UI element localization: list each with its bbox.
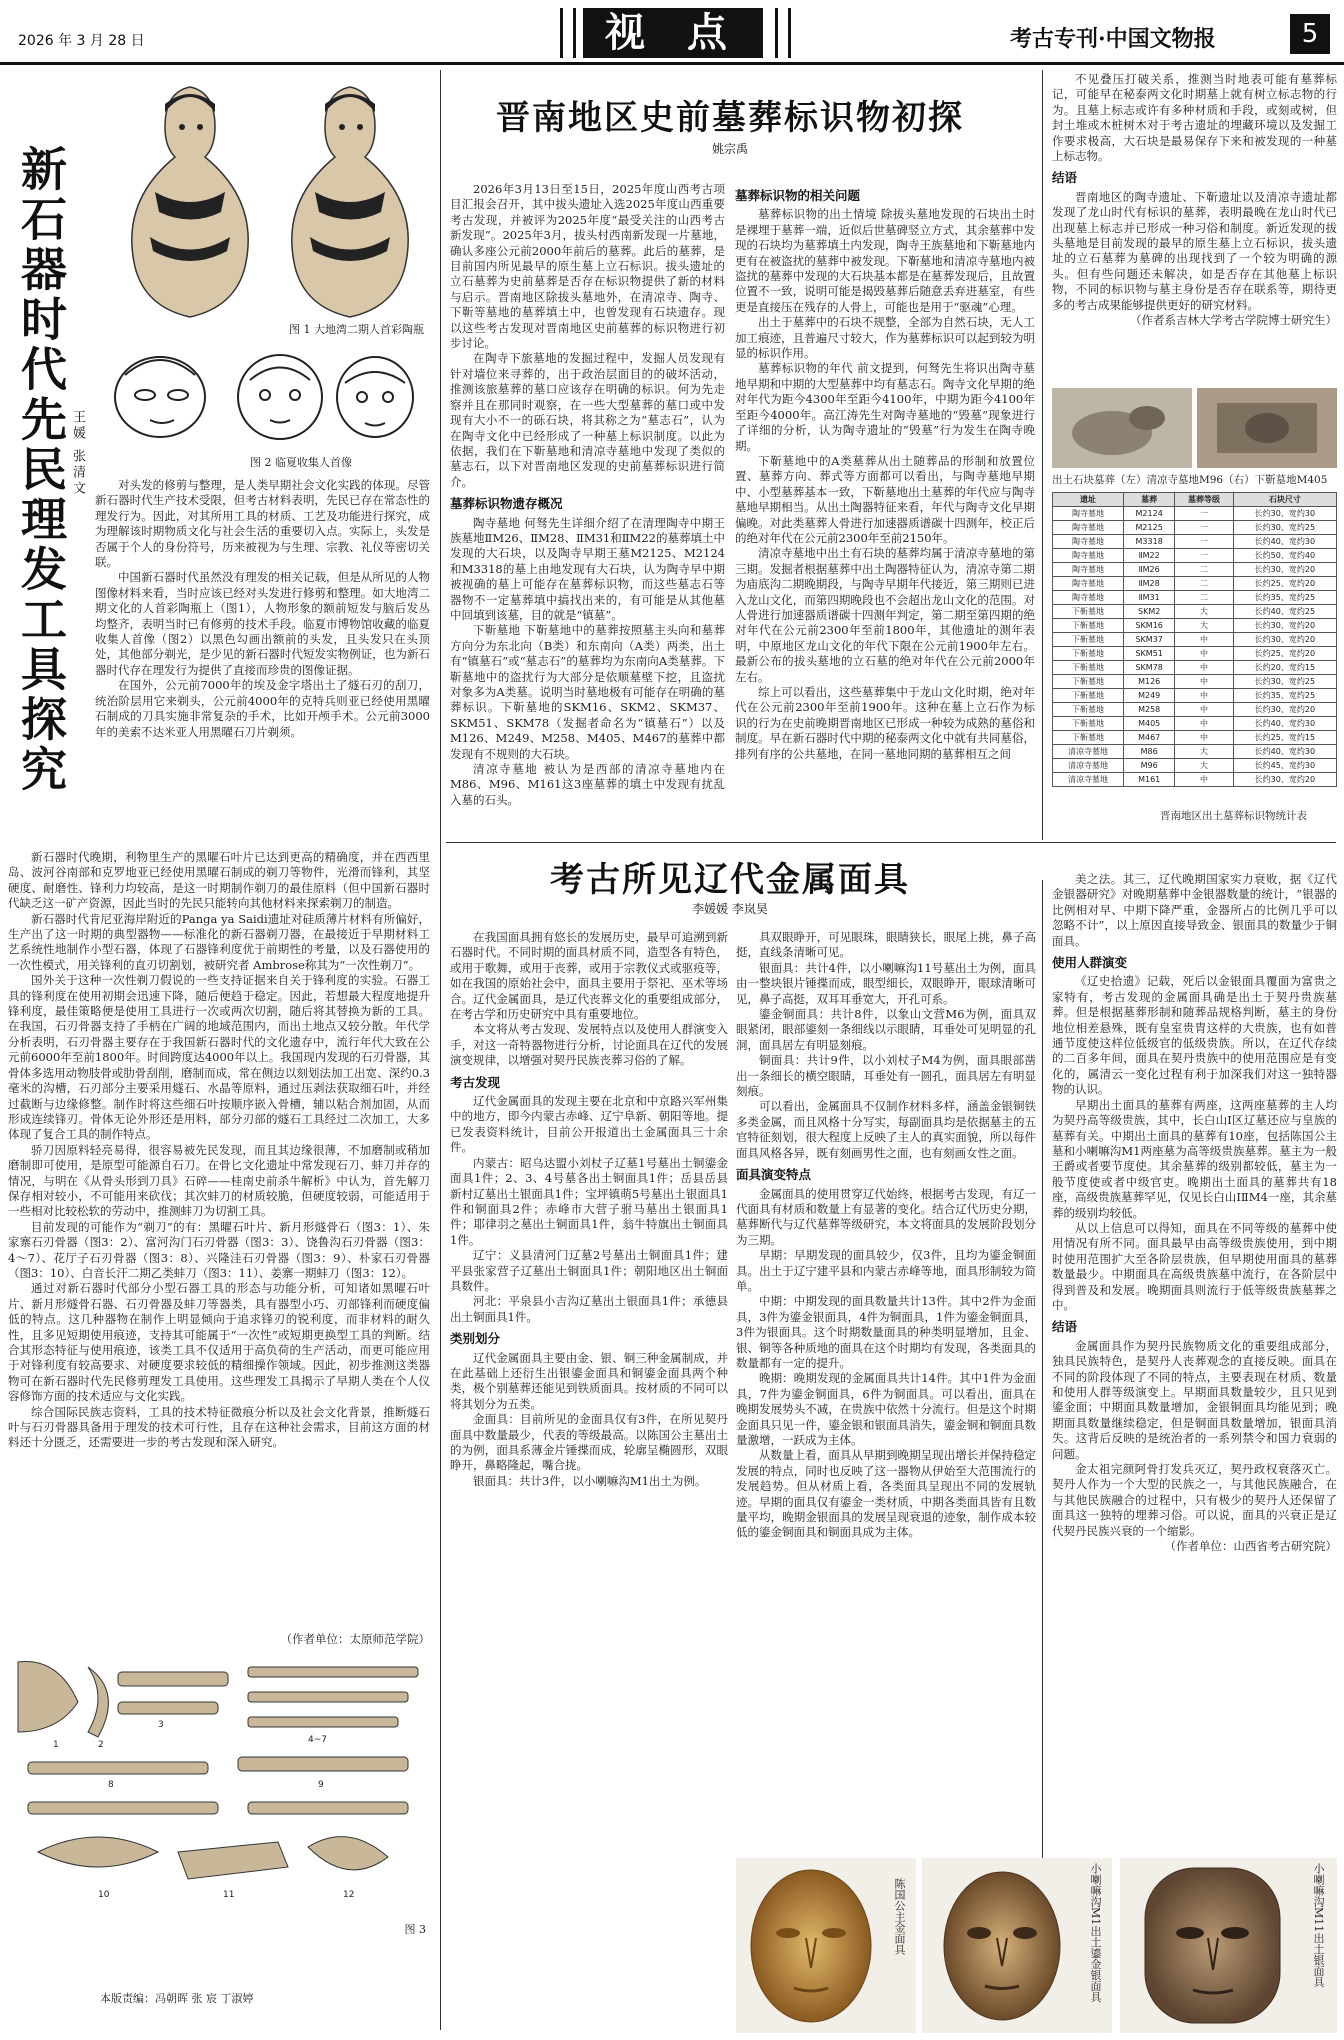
table-cell: 中 [1175, 633, 1233, 647]
paragraph: 辽代金属面具主要由金、银、铜三种金属制成，并在此基础上还衍生出银鎏金面具和铜鎏金面具两个种类，极个别墓葬还能见到铁质面具。按材质的不同可以将其划分为五类。 [450, 1350, 728, 1411]
table-cell: 陶寺墓地 [1053, 549, 1124, 563]
paragraph: 出土于墓葬中的石块不规整，全部为自然石块，无人工加工痕迹，且普遍尺寸较大，作为墓葬标识可以起到较为明显的标识作用。 [735, 315, 1035, 361]
paragraph: 清凉寺墓地中出土有石块的墓葬均属于清凉寺墓地的第三期。发掘者根据墓葬中出土陶器特征认为，清凉寺第二期为庙底沟二期晚期段，与陶寺早期年代接近，第三期则已进入龙山文化，而第四期晚段也不会超出龙山文化的范围。对人骨进行加速器质谱碳十四测年判定，第二期至第四期的绝对年代在公元前2300年至前1800年，其他遗址的测年表明，中原地区龙山文化的年代下限在公元前1900年左右。最新公布的拔头墓地的立石墓的绝对年代在公元前2000年左右。 [735, 546, 1035, 684]
table-row [1053, 563, 1337, 577]
table-cell: 中 [1175, 647, 1233, 661]
svg-text:3: 3 [158, 1720, 164, 1730]
table-cell: 清凉寺墓地 [1053, 745, 1124, 759]
table-cell: M405 [1124, 717, 1175, 731]
table-row [1053, 759, 1337, 773]
table-cell: 中 [1175, 731, 1233, 745]
table-cell: M86 [1124, 745, 1175, 759]
figure-2-caption: 图 2 临夏收集人首像 [250, 456, 352, 469]
table-cell: 二 [1175, 577, 1233, 591]
table-cell: 长约40、宽约30 [1233, 745, 1336, 759]
table-header: 遗址 [1053, 493, 1124, 507]
section-ornament-right [775, 8, 791, 58]
table-cell: ⅡM22 [1124, 549, 1175, 563]
table-cell: ⅡM31 [1124, 591, 1175, 605]
paragraph: 清凉寺墓地 被认为是西部的清凉寺墓地内在M86、M96、M161这3座墓葬的填土中发现有扰乱入墓的石头。 [450, 762, 725, 807]
paragraph: 铜面具：共计9件，以小刘杖子M4为例，面具眼部凿出一条细长的横空眼睛，耳垂处有一圆孔，面具居左有明显刻痕。 [736, 1053, 1036, 1099]
table-cell: 长约25、宽约20 [1233, 647, 1336, 661]
table-row [1053, 675, 1337, 689]
table-row [1053, 535, 1337, 549]
table-cell: SKM78 [1124, 661, 1175, 675]
article1-title: 新石器时代先民理发工具探究 [14, 145, 68, 795]
table-cell: 长约30、宽约25 [1233, 675, 1336, 689]
svg-text:9: 9 [318, 1780, 324, 1790]
figure-3-caption: 图 3 [404, 1923, 426, 1936]
paragraph: 鎏金铜面具：共计8件，以象山文营M6为例，面具双眼紧闭，眼部鎏刻一条细线以示眼睛，耳垂处可见明显的孔洞，面具居左有明显刻痕。 [736, 1007, 1036, 1052]
table-cell: 大 [1175, 619, 1233, 633]
paragraph: 本文将从考古发现、发展特点以及使用人群演变入手，对这一奇特器物进行分析，讨论面具在辽代的发展演变规律，以增强对契丹民族丧葬习俗的了解。 [450, 1022, 728, 1068]
table-cell: M96 [1124, 759, 1175, 773]
article3-title: 考古所见辽代金属面具 [550, 860, 910, 900]
svg-text:10: 10 [98, 1890, 110, 1900]
table-cell: 清凉寺墓地 [1053, 759, 1124, 773]
table-cell: SKM37 [1124, 633, 1175, 647]
paragraph: 金属面具作为契丹民族物质文化的重要组成部分，独具民族特色，是契丹人丧葬观念的直接反映。面具在不同的阶段体现了不同的特点，主要表现在材质、数量和使用人群等级演变上。早期面具数量较少，且只见到鎏金面；中期面具数量增加，金银铜面具均能见到；晚期面具数量继续稳定，但是铜面具数量增加，银面具消失。这背后反映的是统治者的一系列禁令和国力衰弱的问题。 [1052, 1338, 1337, 1461]
paragraph: 从数量上看，面具从早期到晚期呈现出增长并保持稳定发展的特点，同时也反映了这一器物从伊始至大范围流行的发展趋势。但从材质上看，各类面具呈现出不同的发展轨迹。早期的面具仅有鎏金一类材质，中期各类面具皆有且数量平均，晚期金银面具的发展呈现衰退的迹象，制作成本较低的鎏金铜面具和铜面具成为主体。 [736, 1448, 1036, 1540]
table-row [1053, 717, 1337, 731]
table-cell: M258 [1124, 703, 1175, 717]
paragraph: 《辽史拾遗》记载，死后以金银面具覆面为富贵之家特有，考古发现的金属面具确是出土于契丹贵族墓葬。但是根据墓葬形制和随葬品规格判断，墓主的身份地位相差悬殊，既有皇室贵胄这样的大贵族，也有如普通节度使这样位低级官的低级贵族。所以，在辽代存续的二百多年间，面具在契丹贵族中的使用范围应是有变化的，属清云一变化过程有利于加深我们对这一独特器物的认识。 [1052, 974, 1337, 1097]
table-cell: 中 [1175, 675, 1233, 689]
table-row [1053, 773, 1337, 787]
figure-3 [8, 1652, 430, 1937]
table-cell: M3318 [1124, 535, 1175, 549]
table-cell: 大 [1175, 745, 1233, 759]
article1-body-col1 [95, 478, 430, 846]
svg-text:11: 11 [223, 1890, 235, 1900]
paragraph: 辽代金属面具的发现主要在北京和中京路兴军州集中的地方，即今内蒙古赤峰、辽宁阜新、朝阳等地。提已发表资料统计，目前公开报道出土金属面具三十余件。 [450, 1094, 728, 1155]
paragraph: 下靳墓地 下靳墓地中的墓葬按照墓主头向和墓葬方向分为东北向（B类）和东南向（A类）两类，出土有“镇墓石”或“墓志石”的墓葬均为东南向A类墓葬。下靳墓地中的盗扰行为大部分是依顺墓壁下挖，且盗扰对象多为A类墓。说明当时墓地极有可能存在明确的墓葬标识。下靳墓地的SKM16、SKM2、SKM37、SKM51、SKM78（发掘者命名为“镇墓石”）以及M126、M249、M258、M405、M467的墓葬中都发现有不规则的大石块。 [450, 623, 725, 761]
table-cell: 中 [1175, 717, 1233, 731]
figure-2 [100, 345, 430, 470]
table-caption: 晋南地区出土墓葬标识物统计表 [1160, 810, 1307, 822]
table-cell: 陶寺墓地 [1053, 563, 1124, 577]
table-cell: 长约30、宽约20 [1233, 563, 1336, 577]
paragraph: 早期出土面具的墓葬有两座，这两座墓葬的主人均为契丹高等级贵族，其中，长白山Ⅰ区辽墓还应与皇族的墓葬有关。中期出土面具的墓葬有10座，包括陈国公主墓和小喇嘛沟M1两座墓为高等级贵族墓葬。墓主为一般王爵或者要节度使。其余墓葬的级别都较低，墓主为一般节度使或者中级官吏。晚期出土面具的墓葬共有18座，高级贵族墓葬罕见，仅见长白山ⅠⅡM4一座，其余墓葬的级别均较低。 [1052, 1097, 1337, 1220]
paragraph: 中期：中期发现的面具数量共计13件。其中2件为金面具，3件为鎏金银面具，4件为铜面具，1件为鎏金铜面具，3件为银面具。这个时期数量面具的种类明显增加，且金、银、铜等各种质地的面具在这个时期均有发现，各类面具的数量都有一定的提升。 [736, 1294, 1036, 1370]
article2-col3 [1052, 72, 1337, 382]
paragraph: 通过对新石器时代部分小型石器工具的形态与功能分析，可知诸如黑曜石叶片、新月形燧骨石器、石刃骨器及蚌刀等器类，具有器型小巧、刃部锋利而硬度偏低的特点。这几种器物在制作上明显倾向于追求锋刃的锐利度，而非材料的耐久性，且多见短期使用痕迹，支持其可能属于“一次性”或短期更换型工具的判断。结合其形态特征与使用痕迹，该类工具不仅适用于高负荷的生产活动，而更可能应用于对锋利度有较高要求、对硬度要求较低的精细操作领域。因此，初步推测这类器物可在新石器时代先民修剪理发工具使用。这些理发工具揭示了早期人类在个人仪容修饰方面的技术适应与文化实践。 [8, 1281, 430, 1404]
svg-text:4~7: 4~7 [308, 1735, 327, 1745]
paragraph: 不见叠压打破关系，推测当时地表可能有墓葬标记，可能早在秘泰两文化时期墓上就有树立标志物的行为。且墓上标志或许有多种材质和手段，或刻或树，但封土堆或木桩树木对于考古遗址的埋藏环境以及发掘工作要求极高，大石块是最易保存下来和被发现的一种墓上标志物。 [1052, 72, 1337, 164]
newspaper-title: 考古专刊·中国文物报 [1010, 26, 1216, 52]
table-row [1053, 731, 1337, 745]
table-header: 石块尺寸 [1233, 493, 1336, 507]
paragraph: 墓葬标识物的年代 前文提到，何驽先生将识出陶寺墓地早期和中期的大型墓葬中均有墓志石。陶寺文化早期的绝对年代为距今4300年至距今4100年，中期为距今4100年至距今4000年。高江涛先生对陶寺墓地的“毁墓”现象进行了详细的分析，认为陶寺遗址的“毁墓”行为发生在陶寺晚期。 [735, 361, 1035, 453]
table-row [1053, 507, 1337, 521]
table-cell: 下靳墓地 [1053, 717, 1124, 731]
table-cell: 下靳墓地 [1053, 619, 1124, 633]
table-cell: 长约30、宽约20 [1233, 619, 1336, 633]
tomb-photo-right [1197, 388, 1337, 468]
table-cell: 陶寺墓地 [1053, 535, 1124, 549]
table-header: 墓葬等级 [1175, 493, 1233, 507]
article2-author: 姚宗禹 [711, 142, 748, 156]
article2-affiliation: （作者系吉林大学考古学院博士研究生） [1130, 313, 1337, 328]
table-cell: 下靳墓地 [1053, 675, 1124, 689]
paragraph: 银面具：共计4件，以小喇嘛沟11号墓出土为例，面具由一整块银片锤揲而成，眼型细长，双眼睁开，眼球清晰可见，鼻子高挺，双耳耳垂宽大，开孔可系。 [736, 960, 1036, 1006]
section-heading: 结语 [1052, 170, 1078, 186]
mask-photo-2 [922, 1858, 1112, 2033]
table-row [1053, 591, 1337, 605]
table-cell: 中 [1175, 703, 1233, 717]
paragraph: 综上可以看出，这些墓葬集中于龙山文化时期，绝对年代在公元前2300年至前1900年。这种在墓上立石作为标识的行为在史前晚期晋南地区已形成一种较为成熟的墓俗和制度。早在新石器时代中期的秘泰两文化中就有共同墓俗，排列有序的公共墓地，在同一墓地同期的墓葬相互之间 [735, 685, 1035, 761]
table-cell: 中 [1175, 689, 1233, 703]
paragraph: 辽宁：义县清河门辽墓2号墓出土铜面具1件；建平县张家营子辽墓出土铜面具1件；朝阳地区出土铜面具数件。 [450, 1248, 728, 1293]
table-cell: 下靳墓地 [1053, 633, 1124, 647]
tomb-photo-caption: 出土石块墓葬（左）清凉寺墓地M96（右）下靳墓地M405 [1052, 474, 1328, 486]
paragraph: 美之法。其三，辽代晚期国家实力衰败，据《辽代金银器研究》对晚期墓葬中金银器数量的统计，“银器的比例相对早、中期下降严重，金器所占的比例几乎可以忽略不计”，以上原因直接导致金、银面具的数量少于铜面具。 [1052, 872, 1337, 948]
tomb-photo-left [1052, 388, 1192, 468]
section-heading: 面具演变特点 [736, 1167, 812, 1183]
article2-col1 [450, 182, 725, 837]
paragraph: 2026年3月13日至15日，2025年度山西考古项目汇报会召开，其中拔头遗址入选2025年度山西重要考古发现，并被评为2025年度“最受关注的山西考古新发现”。2025年3月，拔头村西南新发现一片墓地，确认多座公元前2000年前后的墓葬。此后的墓葬，是目前国内所见最早的原生墓上立石标识。拔头遗址的立石墓葬为史前墓葬是否存在标识物提供了新的材料与启示。晋南地区除拔头墓地外，在清凉寺、陶寺、下靳等墓地的墓葬填土中，也曾发现有石块遗存。现以这些考古发现对晋南地区史前墓葬的标识物进行初步讨论。 [450, 182, 725, 351]
page-editors: 本版责编：冯朝晖 张 宸 丁淑婷 [100, 1992, 254, 2005]
svg-text:12: 12 [343, 1890, 355, 1900]
issue-date: 2026 年 3 月 28 日 [18, 33, 145, 49]
table-cell: 下靳墓地 [1053, 703, 1124, 717]
table-cell: M126 [1124, 675, 1175, 689]
paragraph: 河北：平泉县小吉沟辽墓出土银面具1件；承德县出土铜面具1件。 [450, 1294, 728, 1324]
tomb-marker-table [1052, 492, 1337, 802]
figure-1-caption: 图 1 大地湾二期人首彩陶瓶 [289, 323, 424, 336]
paragraph: 国外关于这种一次性剃刀假说的一些支持证据来自关于锋利度的实验。石器工具的锋利度在使用初期会迅速下降，随后便趋于稳定。因此，若想最大程度地提升锋利度，最佳策略便是使用工具进行一次或两次切割，随后将其替换为新的工具。在我国，石刃骨器支持了手柄在广阔的地域范围内，而出土地点又较分散。年代学分析表明，石刃骨器主要存在于我国新石器时代的文化遗存中，流行年代大致在公元前6000年至前1800年。时间跨度达4000年以上。我国现内发现的石刃骨器，其骨体多选用动物肢骨或肋骨刮削，磨制而成，常在侧边以刻划法加工出宽、深约0.3毫米的沟槽，石刃部分主要采用燧石、水晶等原料，通过压剥法获取细石叶，并经过截断与边缘修整。制作时将这些细石叶按顺序嵌入骨槽，辅以粘合剂加固，从而形成连续锋刃。骨体无论外形还是用料，部分刃部的燧石工具经过二次加工，大多体现了复合工具的制作特点。 [8, 973, 430, 1142]
table-cell: 中 [1175, 773, 1233, 787]
table-row [1053, 619, 1337, 633]
paragraph: 内蒙古：昭乌达盟小刘杖子辽墓1号墓出土铜鎏金面具1件；2、3、4号墓各出土铜面具1件；岳县岳县新村辽墓出土银面具1件；宝坪镇萌5号墓出土银面具1件和铜面具2件；赤峰市大营子驸马墓出土银面具1件；耶律羽之墓出土铜面具1件，翁牛特旗出土铜面具1件。 [450, 1155, 728, 1247]
article3-author: 李媛媛 李岚昊 [692, 902, 768, 916]
table-cell: 下靳墓地 [1053, 647, 1124, 661]
paragraph: 陶寺墓地 何驽先生详细介绍了在清理陶寺中期王族墓地ⅡM26、ⅡM28、ⅡM31和ⅡM22的墓葬填土中发现的大石块，以及陶寺早期王墓M2125、M2124和M3318的墓上由地发现有大石块，认为陶寺早中期被视确的墓上可能存在墓葬标识物，而这些墓志石等器物不一定墓葬填中搞找出来的，有可能是从其他墓中回填到该墓，目的就是“镇墓”。 [450, 515, 725, 622]
article3-col2 [736, 930, 1036, 1850]
table-cell: 大 [1175, 605, 1233, 619]
table-cell: 长约20、宽约15 [1233, 661, 1336, 675]
table-row [1053, 577, 1337, 591]
table-cell: M161 [1124, 773, 1175, 787]
svg-text:1: 1 [53, 1740, 59, 1750]
paragraph: 金太祖完颜阿骨打发兵灭辽，契丹政权衰落灭亡。契丹人作为一个大型的民族之一，与其他民族融合，在与其他民族融合的过程中，只有极少的契丹人还保留了面具这一独特的埋葬习俗。可以说，面具的兴衰正是辽代契丹民族兴衰的一个缩影。 [1052, 1462, 1337, 1538]
table-cell: 长约40、宽约30 [1233, 717, 1336, 731]
article1-body-wide [8, 850, 430, 1628]
table-cell: 长约30、宽约20 [1233, 633, 1336, 647]
section-heading: 墓葬标识物遗存概况 [450, 496, 563, 512]
column-divider [1042, 70, 1043, 840]
paragraph: 在陶寺下旅墓地的发掘过程中，发掘人员发现有针对墙位来寻葬的，出于政治层面目的的破坏活动，推测该旅墓葬的墓口应该存在明确的标识。何为先走察并且在那同时观察，在一些大型墓葬的墓口或中发现有大小不一的砾石块，将其称之为“墓志石”，认为在陶寺文化中已经形成了一种墓上标识制度。以此为依据，我们在下靳墓地和清凉寺墓地中发现了类似的墓志石，以下对晋南地区发现的史前墓葬标识进行简介。 [450, 351, 725, 489]
section-heading: 类别划分 [450, 1331, 501, 1347]
table-cell: 大 [1175, 759, 1233, 773]
article2-col2 [735, 182, 1035, 837]
table-cell: SKM2 [1124, 605, 1175, 619]
paragraph: 新石器时代肯尼亚海岸附近的Panga ya Saidi遗址对硅质薄片材料有所偏好，生产出了这一时期的典型器物——标准化的新石器剃刀器，在最接近于早期材料工艺系统性地制作小型石器，体现了石器锋利度优于前期性的考量，以及石器使用的一次性模式，用关锋利的直刃切割划，被研究者 Ambrose称其为“一次性剃刀”。 [8, 911, 430, 972]
paragraph: 中国新石器时代虽然没有理发的相关记载，但是从所见的人物图像材料来看，当时应该已经对头发进行修剪和整理。如大地湾二期文化的人首彩陶瓶上（图1），人物形象的额前短发与脑后发丛均整齐，表明当时已有修剪的技术手段。临夏市博物馆收藏的临夏收集人首像（图2）以黑色勾画出额前的头发，且头发只在头顶处，其他部分剃光，是少见的新石器时代短发实物例证，也为新石器时代存在理发行为提供了直接而珍贵的图像证据。 [95, 570, 430, 677]
article3-affiliation: （作者单位：山西省考古研究院） [1164, 1539, 1337, 1554]
painted-pottery-vases-image [120, 72, 430, 322]
table-header: 墓葬 [1124, 493, 1175, 507]
section-heading: 墓葬标识物的相关问题 [735, 188, 861, 203]
table-cell: 长约45、宽约30 [1233, 759, 1336, 773]
section-title: 视 点 [583, 8, 763, 58]
table-cell: 下靳墓地 [1053, 605, 1124, 619]
paragraph: 在国外，公元前7000年的埃及金字塔出土了燧石刃的刮刀，统治阶层用它来剃头，公元前4000年的克特兵则亚已经使用黑曜石制成的刀具实施非常复杂的手术，比如开颅手术。公元前3000年的美索不达米亚人用黑曜石刀片剃须。 [95, 678, 430, 739]
table-cell: 一 [1175, 549, 1233, 563]
table-cell: 长约40、宽约30 [1233, 535, 1336, 549]
table-cell: 一 [1175, 507, 1233, 521]
table-cell: M2125 [1124, 521, 1175, 535]
table-row [1053, 647, 1337, 661]
section-heading: 结语 [1052, 1319, 1078, 1335]
table-cell: ⅡM26 [1124, 563, 1175, 577]
paragraph: 具双眼睁开，可见眼珠，眼睛狭长，眼尾上挑，鼻子高挺，直线条清晰可见。 [736, 930, 1036, 960]
table-cell: SKM16 [1124, 619, 1175, 633]
paragraph: 骄刀因原料轻亮易得，很容易被先民发现，而且其边缘很薄，不加磨制或稍加磨制即可使用，是原型可能源自石刀。在骨匕文化遗址中常发现石刀、蚌刀并存的情况，与明在《从骨头形到刀具》石碎——桂南史前杀牛解析》中认为，首先解刀保存相对较小，不可能用来砍伐；其次蚌刀的材质较脆，但硬度较弱，可能适用于一些相对比较松软的劳动中，推测蚌刀为切割工具。 [8, 1142, 430, 1219]
table-cell: 下靳墓地 [1053, 661, 1124, 675]
article-divider [446, 842, 1336, 843]
table-cell: M2124 [1124, 507, 1175, 521]
paragraph: 目前发现的可能作为“剃刀”的有：黑曜石叶片、新月形燧骨石（图3：1）、朱家寨石刃骨器（图3：2）、富河沟门石刃骨器（图3：3）、饶鲁沟石刃骨器（图3：4～7）、花厅子石刃骨器（图3：8）、兴隆洼石刃骨器（图3：9）、朴家石刃骨器（图3：10）、白音长汗二期乙类蚌刀（图3：11）、姜寨一期蚌刀（图3：12）。 [8, 1219, 430, 1280]
table-cell: 下靳墓地 [1053, 689, 1124, 703]
svg-text:8: 8 [108, 1780, 114, 1790]
table-cell: 下靳墓地 [1053, 731, 1124, 745]
table-row [1053, 661, 1337, 675]
paragraph: 可以看出，金属面具不仅制作材料多样，涵盖金银铜铁多类金属，而且风格十分写实，每副面具均是依据墓主的五官特征刻划，很大程度上反映了主人的真实面貌，所以每件面具风格各异，既有刻画男性之面，也有刻画女性之面。 [736, 1099, 1036, 1160]
mask-caption: 小喇嘛沟M1出土鎏金银面具 [1089, 1863, 1102, 2003]
table-cell: 清凉寺墓地 [1053, 773, 1124, 787]
human-head-figures-image [100, 345, 430, 450]
table-row [1053, 745, 1337, 759]
table-row [1053, 605, 1337, 619]
paragraph: 下靳墓地中的A类墓葬从出土随葬品的形制和放置位置、墓葬方向、葬式等方面都可以看出，与陶寺墓地早期中、小型墓葬基本一致，下靳墓地出土墓葬的年代应与陶寺墓地早期相当。从出土陶器特征来看，年代与陶寺文化早期偏晚。对此类墓葬人骨进行加速器质谱碳十四测年，校正后的绝对年代在公元前2300年至前2150年。 [735, 453, 1035, 545]
article3-col3 [1052, 872, 1337, 1872]
table-cell: 一 [1175, 535, 1233, 549]
paragraph: 在我国面具拥有悠长的发展历史，最早可追溯到新石器时代。不同时期的面具材质不同，造型各有特色，或用于歌舞，或用于丧葬，或用于宗教仪式或驱疫等，如在我国的原始社会中，面具主要用于祭祀、巫术等场合。辽代金属面具，是辽代丧葬文化的重要组成部分，在考古学和历史研究中具有重要地位。 [450, 930, 728, 1022]
paragraph: 晋南地区的陶寺遗址、下靳遗址以及清凉寺遗址都发现了龙山时代有标识的墓葬，表明最晚在龙山时代已出现墓上标志并已形成一种习俗和制度。新近发现的拔头墓地是目前发现的最早的原生墓上立石标识，拔头遗址的立石墓葬为墓碑的出现找到了一个较为明确的源头。但有些问题还未解决，如是否存在其他墓上标识物，不同的标识物与墓主身份是否存在联系等，期待更多的考古成果能够提供更好的研究材料。 [1052, 189, 1337, 312]
table-cell: 长约30、宽约30 [1233, 507, 1336, 521]
table-cell: M467 [1124, 731, 1175, 745]
section-ornament-left [560, 8, 576, 58]
table-cell: 二 [1175, 591, 1233, 605]
table-cell: 长约35、宽约25 [1233, 689, 1336, 703]
section-heading: 使用人群演变 [1052, 955, 1128, 971]
paragraph: 金面具：目前所见的金面具仅有3件，在所见契丹面具中数量最少，代表的等级最高。以陈国公主墓出土的为例，面具系薄金片锤揲而成，轮廓呈椭圆形，双眼睁开，鼻略隆起，嘴合拢。 [450, 1412, 728, 1473]
article1-affiliation: （作者单位：太原师范学院） [280, 1632, 430, 1646]
mask-photo-1 [736, 1858, 916, 2033]
svg-text:2: 2 [98, 1740, 104, 1750]
table-row [1053, 703, 1337, 717]
column-divider [440, 70, 441, 2030]
table-cell: 长约30、宽约20 [1233, 703, 1336, 717]
table-cell: 长约25、宽约15 [1233, 731, 1336, 745]
table-cell: M249 [1124, 689, 1175, 703]
tomb-photos [1052, 388, 1337, 488]
table-cell: SKM51 [1124, 647, 1175, 661]
article2-title: 晋南地区史前墓葬标识物初探 [496, 98, 964, 138]
paragraph: 对头发的修剪与整理，是人类早期社会文化实践的体现。尽管新石器时代生产技术受限，但考古材料表明，先民已存在常态性的理发行为。因此，对其所用工具的材质、工艺及功能进行探究，成为理解该时期物质文化与社会生活的重要切入点。实际上，头发是否属于个人的身份符号，历来被视为与生理、宗教、礼仪等密切关联。 [95, 478, 430, 570]
mask-photo-3 [1120, 1858, 1337, 2033]
table-row [1053, 689, 1337, 703]
table-cell: 陶寺墓地 [1053, 521, 1124, 535]
table-cell: 陶寺墓地 [1053, 591, 1124, 605]
paragraph: 综合国际民族志资料，工具的技术特征微痕分析以及社会文化背景，推断燧石叶与石刃骨器具备用于理发的技术可行性，且存在这种社会需求，目前这方面的材料还十分匮乏，还需要进一步的考古发现和深入研究。 [8, 1404, 430, 1450]
article3-col1 [450, 930, 728, 2030]
paragraph: 从以上信息可以得知，面具在不同等级的墓葬中使用情况有所不同。面具最早由高等级贵族使用，到中期时使用范围扩大至各阶层贵族，但早期使用面具的墓葬数量最少。中期面具在高级贵族墓中流行，在各阶层中得到普及和发展。晚期面具则流行于低等级贵族墓葬之中。 [1052, 1220, 1337, 1312]
figure-1 [120, 72, 430, 337]
table-cell: 长约50、宽约40 [1233, 549, 1336, 563]
article1-author: 王媛 张清文 [70, 410, 85, 498]
table-cell: 长约30、宽约25 [1233, 521, 1336, 535]
paragraph: 墓葬标识物的出土情境 除拔头墓地发现的石块出土时是裸埋于墓葬一端，近似后世墓碑竖立方式，其余墓葬中发现的石块均为墓葬填土内发现，陶寺王族墓地和下靳墓地内更有在被盗扰的墓葬中被发现。下靳墓地和清凉寺墓地内被盗扰的墓葬中发现的大石块基本都是在墓葬发现后，且故置位置不一致，说明可能是揭毁墓葬后随意丢弃进墓室，有些更是直接压在残存的人骨上，可能也是用于“驱魂”心理。 [735, 207, 1035, 314]
table-cell: 中 [1175, 661, 1233, 675]
table-cell: ⅡM28 [1124, 577, 1175, 591]
table-row [1053, 521, 1337, 535]
paragraph: 新石器时代晚期，利物里生产的黑曜石叶片已达到更高的精确度，并在西西里岛、波河谷南部和克罗地亚已经使用黑曜石制成的剃刀等物件，光滑而锋利，其坚硬度、耐磨性、锋利力均较高，是这一时期制作剃刀的最佳原料（但中国新石器时代缺乏这一矿产资源，因此当时的先民只能转向其他材料来探索剃刀的制造。 [8, 850, 430, 911]
paragraph: 银面具：共计3件，以小喇嘛沟M1出土为例。 [473, 1473, 707, 1488]
paragraph: 金属面具的使用贯穿辽代始终，根据考古发现，有辽一代面具有材质和数量上有显著的变化。结合辽代历史分期，墓葬断代与辽代墓葬等级研究，本文将面具的发展阶段划分为三期。 [736, 1186, 1036, 1247]
paragraph: 晚期：晚期发现的金属面具共计14件。其中1件为金面具，7件为鎏金铜面具，6件为铜面具。可以看出，面具在晚期发展势头不减，在贵族中依然十分流行。但是这个时期金面具只见一件，鎏金银和银面具消失，鎏金铜和铜面具数量激增，一跃成为主体。 [736, 1371, 1036, 1447]
table-cell: 长约25、宽约20 [1233, 577, 1336, 591]
table-cell: 长约30、宽约20 [1233, 773, 1336, 787]
table-cell: 长约35、宽约25 [1233, 591, 1336, 605]
paragraph: 早期：早期发现的面具较少，仅3件，且均为鎏金铜面具。出土于辽宁建平县和内蒙古赤峰等地，面具形制较为简单。 [736, 1248, 1036, 1293]
table-row [1053, 549, 1337, 563]
mask-caption: 陈国公主金面具 [893, 1878, 906, 1955]
page-number: 5 [1290, 14, 1330, 54]
table-cell: 陶寺墓地 [1053, 507, 1124, 521]
section-heading: 考古发现 [450, 1074, 501, 1090]
prehistoric-blades-image [8, 1652, 430, 1932]
table-row [1053, 633, 1337, 647]
mask-caption: 小喇嘛沟M11出土银面具 [1312, 1863, 1325, 1988]
table-cell: 陶寺墓地 [1053, 577, 1124, 591]
table-cell: 长约40、宽约25 [1233, 605, 1336, 619]
table-cell: 一 [1175, 521, 1233, 535]
table-cell: 二 [1175, 563, 1233, 577]
